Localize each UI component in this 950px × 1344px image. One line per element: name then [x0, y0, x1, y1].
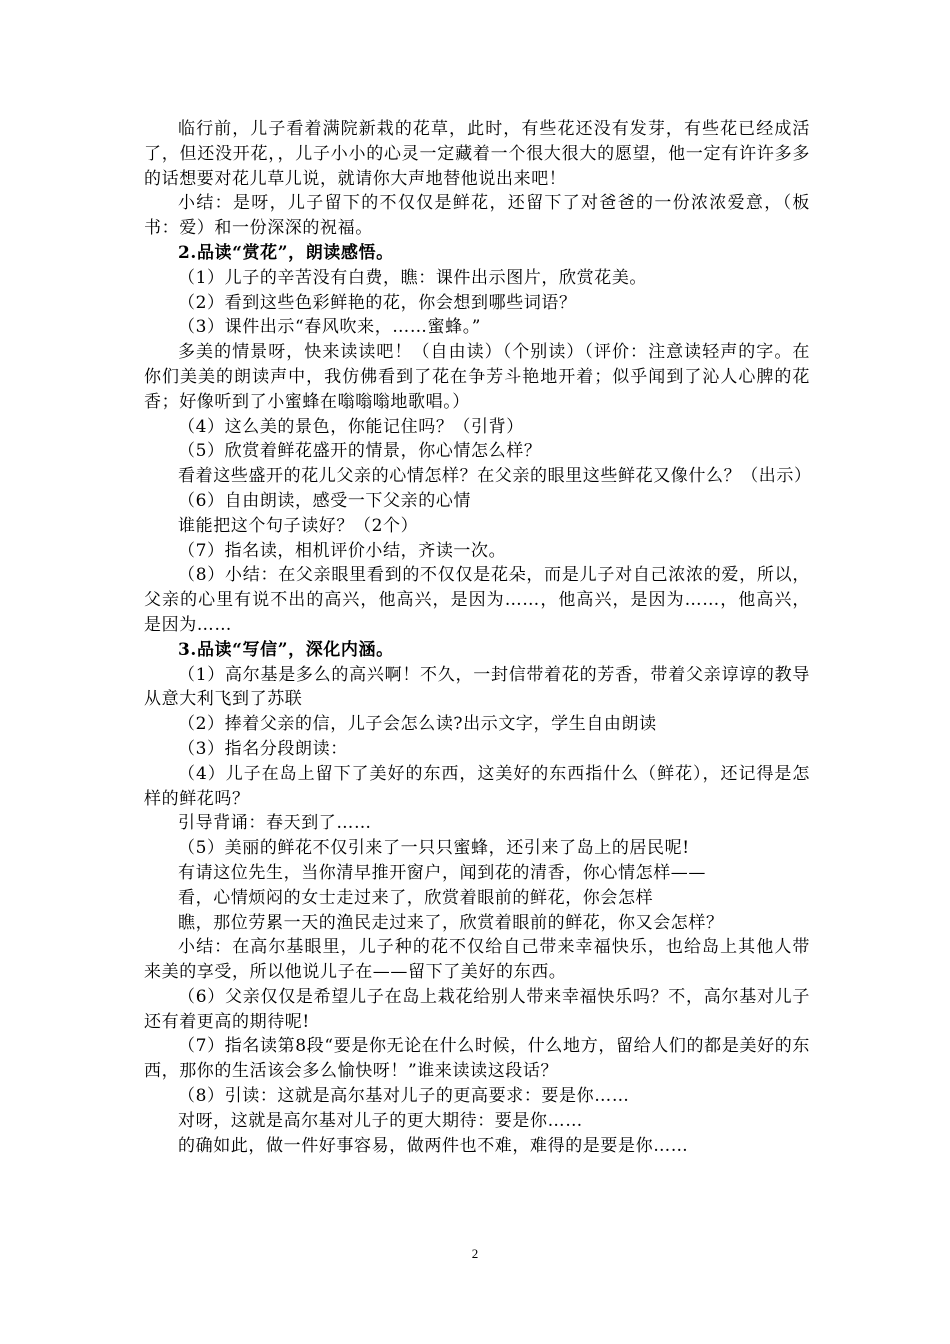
- paragraph: （4）这么美的景色，你能记住吗？（引背）: [178, 416, 524, 437]
- paragraph: （7）指名读第8段“要是你无论在什么时候，什么地方，留给人们的都是美好的东西，那你的生活该会多么愉快呀！”谁来读读这段话？: [144, 1036, 810, 1082]
- paragraph: 谁能把这个句子读好？（2个）: [178, 515, 419, 536]
- paragraph: 的确如此，做一件好事容易，做两件也不难，难得的是要是你……: [178, 1135, 689, 1156]
- paragraph: 看着这些盛开的花儿父亲的心情怎样？在父亲的眼里这些鲜花又像什么？（出示）: [178, 466, 812, 487]
- paragraph: （5）美丽的鲜花不仅引来了一只只蜜蜂，还引来了岛上的居民呢!: [178, 838, 690, 859]
- paragraph: （6）父亲仅仅是希望儿子在岛上栽花给别人带来幸福快乐吗？不，高尔基对儿子还有着更高的期待呢!: [144, 986, 810, 1032]
- paragraph: （2）看到这些色彩鲜艳的花，你会想到哪些词语？: [178, 292, 577, 313]
- paragraph: 小结：在高尔基眼里，儿子种的花不仅给自己带来幸福快乐，也给岛上其他人带来美的享受，所以他说儿子在——留下了美好的东西。: [144, 937, 810, 983]
- paragraph: 小结：是呀，儿子留下的不仅仅是鲜花，还留下了对爸爸的一份浓浓爱意，（板书：爱）和一份深深的祝福。: [144, 193, 810, 239]
- section-heading: 2.品读“赏花”，朗读感悟。: [178, 242, 394, 263]
- paragraph: 多美的情景呀，快来读读吧！（自由读）（个别读）（评价：注意读轻声的字。在你们美美的朗读声中，我仿佛看到了花在争芳斗艳地开着；似乎闻到了沁人心脾的花香；好像听到了小蜜蜂在嗡嗡嗡地歌唱。）: [144, 342, 810, 412]
- paragraph: （3）指名分段朗读：: [178, 738, 348, 759]
- page-number: 2: [471, 1246, 479, 1261]
- paragraph: 有请这位先生，当你清早推开窗户，闻到花的清香，你心情怎样——: [178, 862, 706, 883]
- paragraph: 瞧，那位劳累一天的渔民走过来了，欣赏着眼前的鲜花，你又会怎样？: [178, 912, 724, 933]
- paragraph: （1）儿子的辛苦没有白费，瞧：课件出示图片，欣赏花美。: [178, 267, 648, 288]
- paragraph: （6）自由朗读，感受一下父亲的心情: [178, 490, 472, 511]
- paragraph: （3）课件出示“春风吹来，……蜜蜂。”: [178, 317, 482, 338]
- paragraph: （8）引读：这就是高尔基对儿子的更高要求：要是你……: [178, 1086, 630, 1107]
- paragraph: （5）欣赏着鲜花盛开的情景，你心情怎么样？: [178, 441, 542, 462]
- paragraph: （7）指名读，相机评价小结，齐读一次。: [178, 540, 507, 561]
- paragraph: 看，心情烦闷的女士走过来了，欣赏着眼前的鲜花，你会怎样: [178, 887, 654, 908]
- section-heading: 3.品读“写信”，深化内涵。: [178, 639, 394, 660]
- paragraph: 引导背诵：春天到了……: [178, 813, 372, 834]
- paragraph: （8）小结：在父亲眼里看到的不仅仅是花朵，而是儿子对自己浓浓的爱，所以，父亲的心里有说不出的高兴，他高兴，是因为……，他高兴，是因为……，他高兴，是因为……: [144, 565, 810, 635]
- paragraph: 临行前，儿子看着满院新栽的花草，此时，有些花还没有发芽，有些花已经成活了，但还没开花，，儿子小小的心灵一定藏着一个很大很大的愿望，他一定有许许多多的话想要对花儿草儿说，就请你大声地替他说出来吧！: [144, 119, 810, 189]
- paragraph: 对呀，这就是高尔基对儿子的更大期待：要是你……: [178, 1110, 583, 1131]
- paragraph: （4）儿子在岛上留下了美好的东西，这美好的东西指什么（鲜花），还记得是怎样的鲜花吗？: [144, 763, 810, 809]
- paragraph: （1）高尔基是多么的高兴啊！不久，一封信带着花的芳香，带着父亲谆谆的教导从意大利飞到了苏联: [144, 664, 810, 710]
- paragraph: （2）捧着父亲的信，儿子会怎么读?出示文字，学生自由朗读: [178, 714, 657, 735]
- document-body: [144, 117, 810, 1158]
